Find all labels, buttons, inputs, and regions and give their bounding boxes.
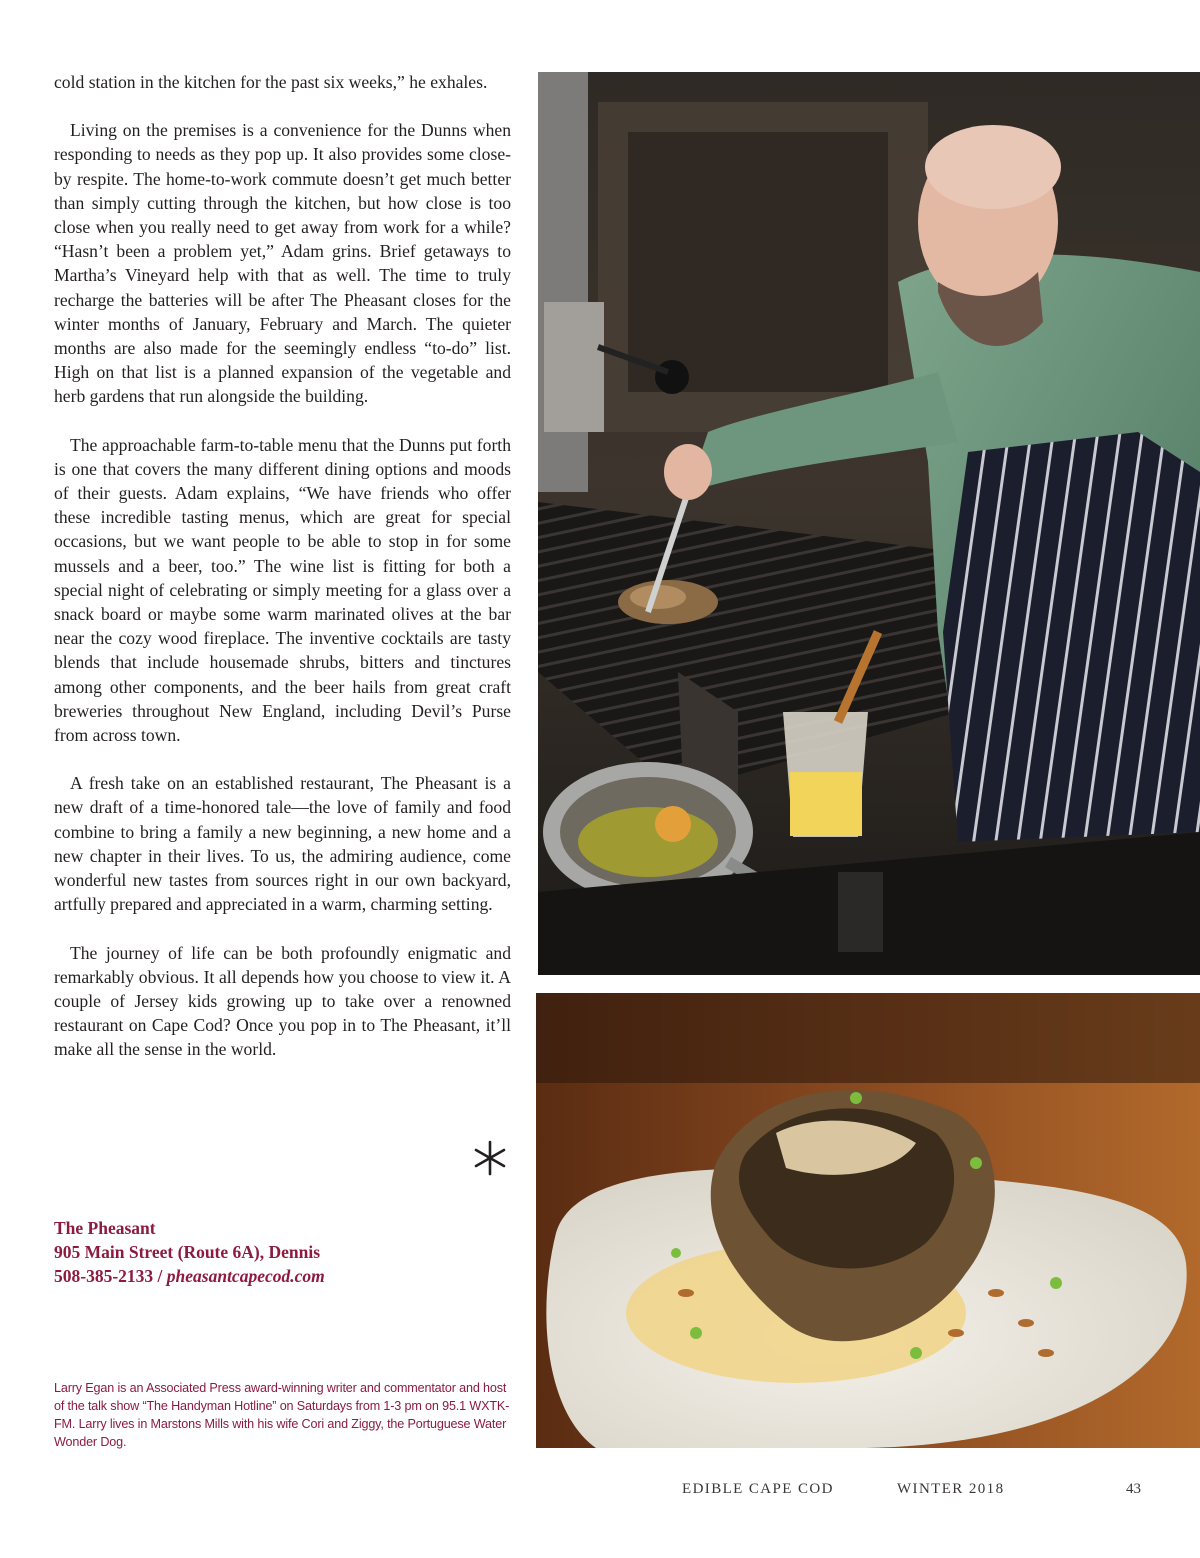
venue-website-link[interactable]: pheasantcapecod.com <box>166 1266 325 1286</box>
article-paragraph: The approachable farm-to-table menu that the Dunns put forth is one that covers the many different dining options and moods of their guests. Adam explains, “We have friends who offer these incredible tasting menus, which are great for special occasions, but we want people to be able to stop in for some mussels and a beer, too.” The wine list is fitting for both a special night of celebrating or simply meeting for a glass over a snack board or maybe some warm marinated olives at the bar near the cozy wood fireplace. The inventive cocktails are tasty blends that include housemade shrubs, bitters and tinctures among other components, and the beer hails from great craft breweries throughout New England, including Devil’s Purse from across town. <box>54 434 511 746</box>
article-paragraph: cold station in the kitchen for the past six weeks,” he exhales. <box>54 72 488 92</box>
chef-grilling-photo <box>538 72 1200 975</box>
article-paragraph: A fresh take on an established restaurant, The Pheasant is a new draft of a time-honored tale—the love of family and food combine to bring a family a new beginning, a new home and a new chapter in their lives. To us, the admiring audience, come wonderful new tastes from sources right in our own backyard, artfully prepared and appreciated in a warm, charming setting. <box>54 773 511 915</box>
author-bio: Larry Egan is an Associated Press award-winning writer and commentator and host of the talk show “The Handyman Hotline” on Saturdays from 1-3 pm on 95.1 WXTK-FM. Larry lives in Marstons Mills with his wife Cori and Ziggy, the Portuguese Water Wonder Dog. <box>54 1381 510 1449</box>
venue-info <box>54 1216 511 1288</box>
page-footer <box>0 1481 1200 1505</box>
article-body <box>54 70 511 1086</box>
venue-contact <box>54 1264 511 1288</box>
venue-phone: 508-385-2133 <box>54 1266 154 1286</box>
footer-season: WINTER 2018 <box>897 1481 1005 1497</box>
page-number: 43 <box>1126 1481 1141 1497</box>
end-of-article-asterisk-icon <box>473 1138 507 1178</box>
grilled-mushroom-dish-photo <box>536 993 1200 1448</box>
venue-separator: / <box>153 1266 167 1286</box>
venue-name: The Pheasant <box>54 1218 156 1238</box>
venue-address: 905 Main Street (Route 6A), Dennis <box>54 1242 321 1262</box>
article-paragraph: Living on the premises is a convenience for the Dunns when responding to needs as they pop up. It also provides some close-by respite. The home-to-work commute doesn’t get much better than simply cutting through the kitchen, but how close is too close when you really need to get away from work for a while? “Hasn’t been a problem yet,” Adam grins. Brief getaways to Martha’s Vineyard help with that as well. The time to truly recharge the batteries will be after The Pheasant closes for the winter months of January, February and March. The quieter months are also made for the seemingly endless “to-do” list. High on that list is a planned expansion of the vegetable and herb gardens that run alongside the building. <box>54 120 511 407</box>
article-paragraph: The journey of life can be both profoundly enigmatic and remarkably obvious. It all depends how you choose to view it. A couple of Jersey kids growing up to take over a renowned restaurant on Cape Cod? Once you pop in to The Pheasant, it’ll make all the sense in the world. <box>54 942 511 1060</box>
footer-publication: EDIBLE CAPE COD <box>682 1481 834 1497</box>
